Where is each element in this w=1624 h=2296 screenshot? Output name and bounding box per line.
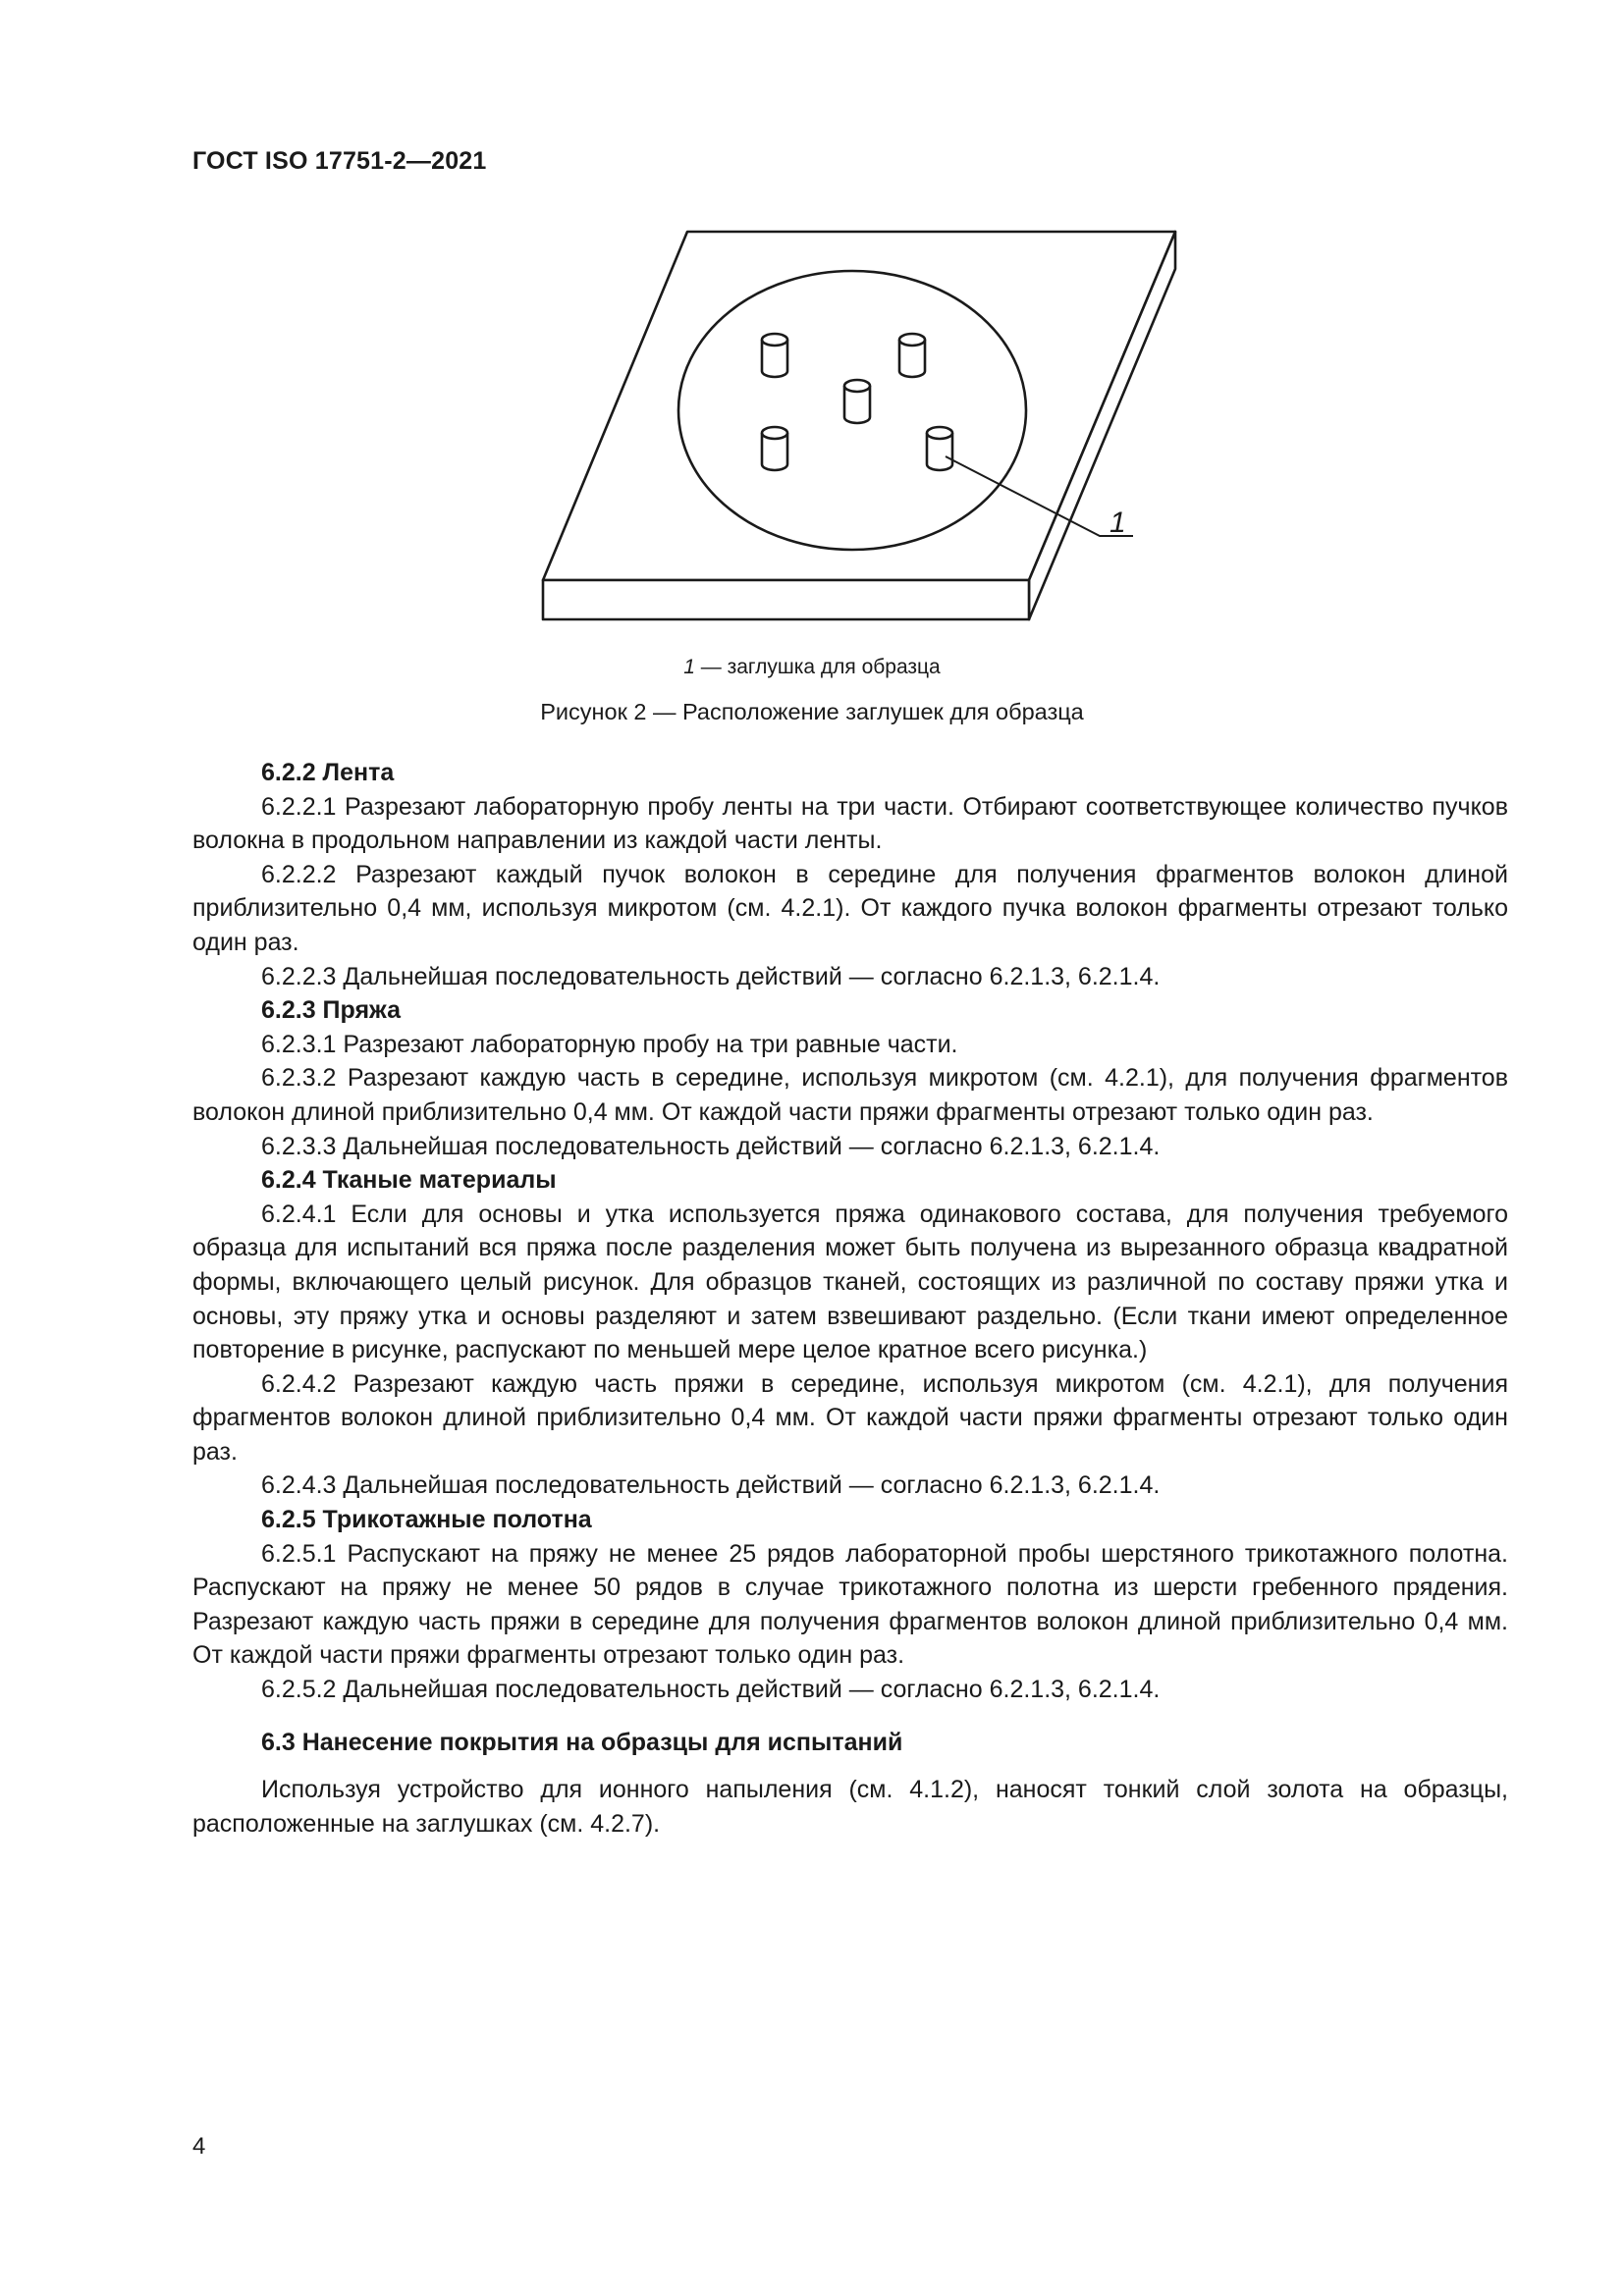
figure-stub-layout [530,226,1178,628]
callout-label: 1 [1110,507,1126,539]
paragraph: 6.2.4.2 Разрезают каждую часть пряжи в середине, используя микротом (см. 4.2.1), для получения фрагментов волокон длиной приблизительно 0,4 мм. От каждой части пряжи фрагменты отрезают только один раз. [192,1369,1508,1466]
paragraph: 6.2.2.2 Разрезают каждый пучок волокон в середине для получения фрагментов волокон длиной приблизительно 0,4 мм, используя микротом (см. 4.2.1). От каждого пучка волокон фрагменты отрезают только один раз. [192,860,1508,956]
paragraph: 6.2.3.3 Дальнейшая последовательность действий — согласно 6.2.1.3, 6.2.1.4. [261,1132,1161,1160]
paragraph: 6.2.3.2 Разрезают каждую часть в середине, используя микротом (см. 4.2.1), для получения фрагментов волокон длиной приблизительно 0,4 мм. От каждой части пряжи фрагменты отрезают только один раз. [192,1064,1508,1126]
figure-caption: Рисунок 2 — Расположение заглушек для образца [540,699,1084,724]
paragraph: 6.2.2.3 Дальнейшая последовательность действий — согласно 6.2.1.3, 6.2.1.4. [261,962,1161,990]
paragraph: 6.2.2.1 Разрезают лабораторную пробу ленты на три части. Отбирают соответствующее количество пучков волокна в продольном направлении из каждой части ленты. [192,792,1508,855]
figure-legend [0,656,1624,679]
paragraph: 6.2.4.3 Дальнейшая последовательность действий — согласно 6.2.1.3, 6.2.1.4. [261,1471,1161,1500]
specimen-area-circle [678,271,1026,550]
plate-front-side [543,580,1029,619]
heading-6-2-3: 6.2.3 Пряжа [261,996,401,1025]
heading-6-2-4: 6.2.4 Тканые материалы [261,1166,557,1195]
page-number: 4 [192,2133,206,2160]
paragraph: Используя устройство для ионного напыления (см. 4.1.2), наносят тонкий слой золота на образцы, расположенные на заглушках (см. 4.2.7). [192,1776,1508,1838]
paragraph: 6.2.5.1 Распускают на пряжу не менее 25 рядов лабораторной пробы шерстяного трикотажного полотна. Распускают на пряжу не менее 50 рядов в случае трикотажного полотна из шерсти гребенного прядения. Разрезают каждую часть пряжи в середине для получения фрагментов волокон длиной приблизительно 0,4 мм. От каждой части пряжи фрагменты отрезают только один раз. [192,1539,1508,1670]
heading-6-3: 6.3 Нанесение покрытия на образцы для испытаний [261,1728,903,1756]
legend-text: — заглушка для образца [694,656,941,678]
legend-number: 1 [683,656,695,678]
paragraph: 6.2.3.1 Разрезают лабораторную пробу на три равные части. [261,1030,958,1058]
document-header: ГОСТ ISO 17751-2—2021 [192,147,487,175]
heading-6-2-2: 6.2.2 Лента [261,759,395,786]
paragraph: 6.2.5.2 Дальнейшая последовательность действий — согласно 6.2.1.3, 6.2.1.4. [261,1676,1161,1704]
document-body [192,756,1508,1841]
stub-plate-drawing [530,226,1178,628]
paragraph: 6.2.4.1 Если для основы и утка используется пряжа одинакового состава, для получения требуемого образца для испытаний вся пряжа после разделения может быть получена из вырезанного образца квадратной формы, включающего целый рисунок. Для образцов тканей, состоящих из различной по составу пряжи утка и основы, эту пряжу утка и основы разделяют и затем взвешивают раздельно. (Если ткани имеют определенное повторение в рисунке, распускают по меньшей мере целое кратное всего рисунка.) [192,1200,1508,1364]
heading-6-2-5: 6.2.5 Трикотажные полотна [261,1506,592,1534]
